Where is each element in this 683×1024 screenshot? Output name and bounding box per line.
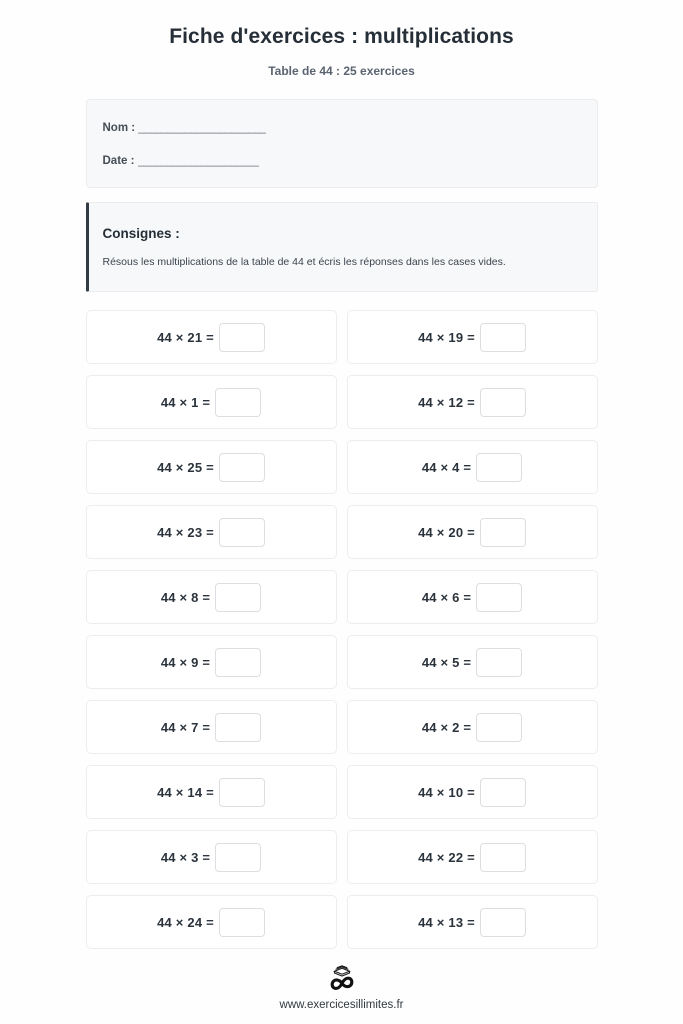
exercise-expression: 44 × 22 =	[418, 849, 475, 865]
exercise-card	[347, 570, 598, 624]
exercise-inner	[157, 323, 265, 352]
exercise-inner	[418, 323, 526, 352]
exercise-inner	[157, 778, 265, 807]
exercise-expression: 44 × 4 =	[421, 459, 472, 475]
exercise-answer-box[interactable]	[476, 713, 522, 742]
exercise-card	[86, 895, 337, 949]
exercise-answer-box[interactable]	[476, 453, 522, 482]
exercise-inner	[418, 518, 526, 547]
exercise-card	[86, 375, 337, 429]
exercise-answer-box[interactable]	[476, 583, 522, 612]
exercise-expression: 44 × 3 =	[160, 849, 211, 865]
exercise-answer-box[interactable]	[215, 843, 261, 872]
date-label: Date :	[102, 155, 138, 167]
exercise-card	[86, 440, 337, 494]
instructions-box	[86, 202, 598, 292]
instructions-text: Résous les multiplications de la table de 44 et écris les réponses dans les cases vides.	[102, 256, 506, 268]
exercise-expression: 44 × 8 =	[160, 589, 211, 605]
exercise-inner	[422, 648, 522, 677]
exercise-card	[86, 830, 337, 884]
exercise-answer-box[interactable]	[219, 778, 265, 807]
exercise-answer-box[interactable]	[215, 583, 261, 612]
exercise-card	[347, 765, 598, 819]
name-row	[103, 120, 597, 136]
exercise-card	[347, 440, 598, 494]
exercise-answer-box[interactable]	[215, 648, 261, 677]
exercise-answer-box[interactable]	[215, 713, 261, 742]
exercise-answer-box[interactable]	[480, 843, 526, 872]
exercise-card	[86, 765, 337, 819]
exercise-answer-box[interactable]	[219, 323, 265, 352]
exercise-answer-box[interactable]	[219, 518, 265, 547]
exercise-card	[86, 635, 337, 689]
exercise-card	[86, 505, 337, 559]
exercise-inner	[161, 648, 261, 677]
exercise-expression: 44 × 13 =	[418, 914, 475, 930]
exercise-expression: 44 × 19 =	[418, 329, 475, 345]
name-label: Nom :	[102, 122, 139, 134]
exercise-card	[347, 375, 598, 429]
exercise-inner	[422, 453, 522, 482]
exercise-card	[347, 310, 598, 364]
name-field[interactable]: ______________________	[138, 122, 266, 134]
exercise-expression: 44 × 24 =	[157, 914, 214, 930]
exercise-expression: 44 × 1 =	[160, 394, 211, 410]
exercise-inner	[422, 713, 522, 742]
exercise-card	[347, 505, 598, 559]
exercise-answer-box[interactable]	[480, 388, 526, 417]
exercise-inner	[418, 778, 526, 807]
exercise-answer-box[interactable]	[480, 778, 526, 807]
exercise-inner	[418, 388, 526, 417]
exercise-expression: 44 × 12 =	[418, 394, 475, 410]
exercise-inner	[161, 583, 261, 612]
exercise-answer-box[interactable]	[219, 908, 265, 937]
exercise-inner	[422, 583, 522, 612]
exercise-inner	[157, 453, 265, 482]
exercise-card	[86, 700, 337, 754]
exercise-inner	[418, 908, 526, 937]
exercise-answer-box[interactable]	[215, 388, 261, 417]
exercise-inner	[157, 518, 265, 547]
exercise-answer-box[interactable]	[480, 908, 526, 937]
exercise-expression: 44 × 5 =	[421, 654, 472, 670]
exercise-answer-box[interactable]	[219, 453, 265, 482]
exercise-card	[86, 310, 337, 364]
exercise-expression: 44 × 2 =	[421, 719, 472, 735]
exercise-inner	[418, 843, 526, 872]
date-row	[103, 153, 597, 169]
exercise-expression: 44 × 7 =	[160, 719, 211, 735]
worksheet-header	[0, 0, 683, 79]
exercise-inner	[161, 843, 261, 872]
exercise-answer-box[interactable]	[480, 518, 526, 547]
exercise-card	[347, 700, 598, 754]
page-title: Fiche d'exercices : multiplications	[169, 25, 514, 48]
exercise-answer-box[interactable]	[480, 323, 526, 352]
exercise-card	[347, 635, 598, 689]
exercise-inner	[161, 388, 261, 417]
exercise-expression: 44 × 6 =	[421, 589, 472, 605]
exercise-inner	[157, 908, 265, 937]
exercise-expression: 44 × 9 =	[160, 654, 211, 670]
exercise-inner	[161, 713, 261, 742]
identity-box	[86, 99, 598, 188]
exercise-card	[347, 830, 598, 884]
exercise-answer-box[interactable]	[476, 648, 522, 677]
footer-url: www.exercicesillimites.fr	[279, 999, 404, 1011]
exercise-grid	[86, 310, 598, 949]
infinity-books-logo-icon	[322, 962, 362, 992]
exercise-expression: 44 × 14 =	[157, 784, 214, 800]
date-field[interactable]: _____________________	[137, 155, 260, 167]
exercise-expression: 44 × 25 =	[157, 459, 214, 475]
worksheet-footer	[0, 962, 683, 1012]
exercise-expression: 44 × 10 =	[418, 784, 475, 800]
page-subtitle: Table de 44 : 25 exercices	[268, 64, 415, 78]
exercise-expression: 44 × 23 =	[157, 524, 214, 540]
instructions-title: Consignes :	[102, 226, 180, 241]
exercise-expression: 44 × 21 =	[157, 329, 214, 345]
exercise-card	[86, 570, 337, 624]
exercise-card	[347, 895, 598, 949]
exercise-expression: 44 × 20 =	[418, 524, 475, 540]
